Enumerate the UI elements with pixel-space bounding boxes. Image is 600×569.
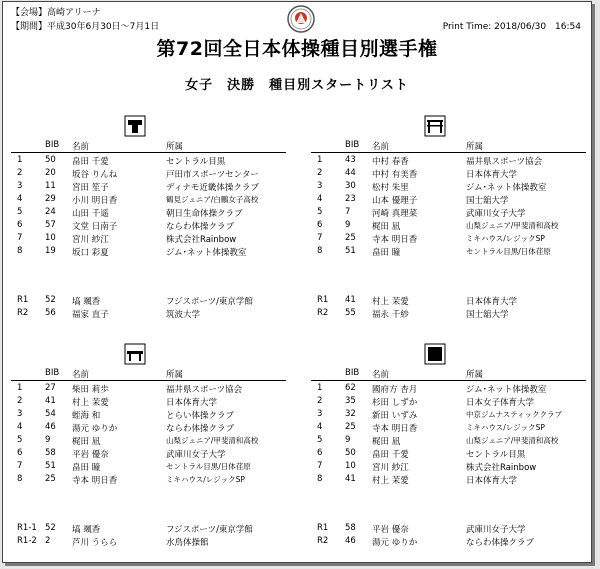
- club-name: フジスポーツ/東京学館: [166, 297, 253, 307]
- order-number: 6: [317, 448, 323, 458]
- print-time: Print Time: 2018/06/30 16:54: [442, 22, 581, 32]
- bib-number: 44: [345, 168, 356, 178]
- order-number: 7: [17, 461, 23, 471]
- club-name: ジム･ネット体操教室: [466, 183, 547, 193]
- start-order-row: [11, 181, 286, 194]
- club-name: ならわ体操クラブ: [166, 222, 235, 232]
- club-header: 所属: [166, 370, 184, 380]
- club-name: 朝日生命体操クラブ: [166, 209, 243, 219]
- name-header: 名前: [372, 142, 390, 152]
- order-number: 5: [317, 435, 323, 445]
- club-name: セントラル目黒/日体荏原: [166, 462, 251, 471]
- start-order-row: [11, 422, 286, 435]
- bib-number: 43: [345, 155, 356, 165]
- athlete-name: 畠田 瞳: [372, 248, 401, 258]
- column-header: [311, 368, 586, 381]
- club-header: 所属: [166, 142, 184, 152]
- club-name: 武庫川女子大学: [466, 525, 526, 535]
- athlete-name: 梶田 凪: [72, 437, 101, 447]
- club-name: セントラル目黒/日体荏原: [466, 247, 551, 256]
- bib-number: 51: [345, 246, 356, 256]
- athlete-name: 福永 千紗: [372, 310, 409, 320]
- bib-number: 56: [45, 308, 56, 318]
- club-name: フジスポーツ/東京学館: [166, 525, 253, 535]
- name-header: 名前: [72, 142, 90, 152]
- start-order-row: [11, 246, 286, 259]
- bib-number: 19: [45, 246, 56, 256]
- athlete-name: 文堂 日南子: [72, 222, 118, 232]
- order-number: 2: [317, 168, 323, 178]
- club-name: 武庫川女子大学: [466, 209, 526, 219]
- start-order-row: [311, 233, 586, 246]
- bib-header: BIB: [45, 140, 60, 150]
- athlete-name: 中村 春香: [372, 157, 409, 167]
- order-number: 2: [317, 396, 323, 406]
- start-order-row: [11, 461, 286, 474]
- club-header: 所属: [466, 370, 484, 380]
- order-number: 7: [17, 233, 23, 243]
- club-name: 中京ジムナスティッククラブ: [466, 410, 562, 419]
- athlete-name: 宮川 紗江: [72, 235, 109, 245]
- order-number: 5: [317, 207, 323, 217]
- bib-number: 32: [345, 409, 356, 419]
- order-number: 7: [317, 461, 323, 471]
- bib-number: 9: [345, 220, 351, 230]
- order-number: R2: [317, 308, 329, 318]
- bib-number: 54: [45, 409, 56, 419]
- order-number: 1: [17, 383, 23, 393]
- reserve-row: [311, 523, 586, 536]
- club-name: 福井県スポーツ協会: [166, 385, 243, 395]
- bib-number: 24: [45, 207, 56, 217]
- page-title: 第72回全日本体操種目別選手権: [156, 38, 438, 60]
- column-header: [311, 140, 586, 153]
- bib-header: BIB: [45, 368, 60, 378]
- athlete-name: 村上 茉愛: [372, 476, 409, 486]
- start-order-row: [11, 233, 286, 246]
- bib-number: 29: [45, 194, 56, 204]
- bib-number: 50: [345, 448, 356, 458]
- reserve-row: [11, 536, 286, 549]
- start-order-row: [311, 422, 586, 435]
- athlete-name: 湯元 ゆりか: [72, 424, 118, 434]
- order-number: 2: [17, 168, 23, 178]
- athlete-name: 村上 茉愛: [72, 398, 109, 408]
- reserve-row: [311, 536, 586, 549]
- order-number: 1: [317, 155, 323, 165]
- athlete-name: 梶田 凪: [372, 437, 401, 447]
- athlete-name: 塙 颯香: [72, 525, 101, 535]
- bib-number: 62: [345, 383, 356, 393]
- order-number: 6: [17, 448, 23, 458]
- bib-number: 51: [45, 461, 56, 471]
- club-name: ならわ体操クラブ: [166, 424, 235, 434]
- order-number: 8: [317, 474, 323, 484]
- start-order-row: [11, 168, 286, 181]
- bib-number: 41: [345, 474, 356, 484]
- club-name: 日本体育大学: [166, 398, 218, 408]
- athlete-name: 寺本 明日香: [372, 235, 418, 245]
- athlete-name: 宮田 笙子: [72, 183, 109, 193]
- athlete-name: 村上 茉愛: [372, 297, 409, 307]
- bib-number: 10: [345, 461, 356, 471]
- athlete-name: 畠田 千愛: [372, 450, 409, 460]
- start-order-row: [311, 155, 586, 168]
- bib-number: 9: [45, 435, 51, 445]
- start-order-row: [11, 396, 286, 409]
- club-name: 日本女子体育大学: [466, 398, 535, 408]
- athlete-name: 小川 明日香: [72, 196, 118, 206]
- athlete-name: 國府方 杏月: [372, 385, 418, 395]
- page-subtitle: 女子 決勝 種目別スタートリスト: [185, 78, 409, 93]
- athlete-name: 杉田 しずか: [372, 398, 418, 408]
- bib-number: 55: [345, 308, 356, 318]
- order-number: 4: [317, 194, 323, 204]
- bib-number: 50: [45, 155, 56, 165]
- club-name: 戸田市スポーツセンター: [166, 170, 259, 180]
- order-number: R1: [17, 295, 29, 305]
- athlete-name: 山本 優理子: [372, 196, 418, 206]
- start-order-row: [11, 220, 286, 233]
- venue-label: 【会場】: [11, 8, 48, 18]
- order-number: 8: [17, 246, 23, 256]
- club-name: 日本体育大学: [466, 297, 518, 307]
- athlete-name: 畠田 千愛: [72, 157, 109, 167]
- club-name: ミキハウス/レジックSP: [466, 234, 545, 243]
- start-order-row: [311, 435, 586, 448]
- athlete-name: 宮川 紗江: [372, 463, 409, 473]
- start-list-sheet: [2, 1, 592, 563]
- athlete-name: 蛭海 和: [72, 411, 101, 421]
- order-number: 3: [17, 409, 23, 419]
- order-number: 3: [17, 181, 23, 191]
- column-header: [11, 368, 286, 381]
- athlete-name: 寺本 明日香: [72, 476, 118, 486]
- start-order-row: [311, 461, 586, 474]
- start-order-row: [311, 181, 586, 194]
- athlete-name: 松村 朱里: [372, 183, 409, 193]
- vault-icon: [124, 115, 146, 137]
- bib-header: BIB: [345, 140, 360, 150]
- order-number: R2: [317, 536, 329, 546]
- bib-number: 23: [345, 194, 356, 204]
- club-header: 所属: [466, 142, 484, 152]
- floor-exercise-icon: [424, 343, 446, 365]
- start-order-row: [11, 409, 286, 422]
- start-order-row: [11, 194, 286, 207]
- start-order-row: [311, 409, 586, 422]
- club-name: ならわ体操クラブ: [466, 538, 535, 548]
- order-number: 3: [317, 181, 323, 191]
- order-number: 4: [17, 194, 23, 204]
- period-value: 平成30年6月30日～7月1日: [47, 22, 160, 32]
- period-label: 【期間】: [11, 22, 48, 32]
- start-order-row: [11, 448, 286, 461]
- start-order-row: [311, 474, 586, 487]
- order-number: 5: [17, 435, 23, 445]
- bib-number: 46: [45, 422, 56, 432]
- start-order-row: [11, 155, 286, 168]
- order-number: 6: [17, 220, 23, 230]
- club-name: 株式会社Rainbow: [466, 463, 537, 473]
- bib-number: 10: [45, 233, 56, 243]
- order-number: R1-1: [17, 523, 37, 533]
- start-order-row: [311, 448, 586, 461]
- athlete-name: 坂谷 りんね: [72, 170, 118, 180]
- club-name: 山梨ジュニア/甲斐清和高校: [466, 221, 559, 230]
- athlete-name: 塙 颯香: [72, 297, 101, 307]
- bib-number: 52: [45, 295, 56, 305]
- start-order-row: [311, 207, 586, 220]
- club-name: 日本体育大学: [466, 476, 518, 486]
- order-number: R1-2: [17, 536, 37, 546]
- club-name: 国士舘大学: [466, 310, 509, 320]
- club-name: ミキハウス/レジックSP: [166, 475, 245, 484]
- period-line: [11, 19, 159, 32]
- bib-number: 57: [45, 220, 56, 230]
- club-name: 株式会社Rainbow: [166, 235, 237, 245]
- bib-number: 27: [45, 383, 56, 393]
- club-name: とらい体操クラブ: [166, 411, 235, 421]
- balance-beam-icon: [124, 343, 146, 365]
- order-number: 4: [17, 422, 23, 432]
- bib-header: BIB: [345, 368, 360, 378]
- reserve-row: [311, 295, 586, 308]
- federation-logo: [287, 5, 315, 37]
- bib-number: 25: [345, 233, 356, 243]
- order-number: 4: [317, 422, 323, 432]
- order-number: 6: [317, 220, 323, 230]
- club-name: セントラル目黒: [166, 157, 226, 167]
- bib-number: 2: [45, 536, 51, 546]
- name-header: 名前: [372, 370, 390, 380]
- bib-number: 7: [345, 207, 351, 217]
- club-name: 山梨ジュニア/甲斐清和高校: [166, 436, 259, 445]
- order-number: 2: [17, 396, 23, 406]
- club-name: ミキハウス/レジックSP: [466, 423, 545, 432]
- club-name: 福井県スポーツ協会: [466, 157, 543, 167]
- bib-number: 11: [45, 181, 56, 191]
- bib-number: 58: [345, 523, 356, 533]
- reserve-row: [11, 523, 286, 536]
- name-header: 名前: [72, 370, 90, 380]
- order-number: 7: [317, 233, 323, 243]
- club-name: 鶴見ジュニア/白鵬女子高校: [166, 195, 259, 204]
- athlete-name: 新田 いずみ: [372, 411, 418, 421]
- bib-number: 20: [45, 168, 56, 178]
- athlete-name: 山田 千遥: [72, 209, 109, 219]
- start-order-row: [311, 220, 586, 233]
- athlete-name: 梶田 凪: [372, 222, 401, 232]
- athlete-name: 福家 直子: [72, 310, 109, 320]
- athlete-name: 河崎 真理菜: [372, 209, 418, 219]
- club-name: セントラル目黒: [466, 450, 526, 460]
- bib-number: 58: [45, 448, 56, 458]
- bib-number: 41: [345, 295, 356, 305]
- reserve-row: [311, 308, 586, 321]
- venue-line: [11, 5, 101, 18]
- order-number: 1: [317, 383, 323, 393]
- club-name: 国士舘大学: [466, 196, 509, 206]
- start-order-row: [11, 474, 286, 487]
- athlete-name: 坂口 彩夏: [72, 248, 109, 258]
- club-name: ジム･ネット体操教室: [166, 248, 247, 258]
- club-name: 筑波大学: [166, 310, 201, 320]
- start-order-row: [311, 194, 586, 207]
- column-header: [11, 140, 286, 153]
- athlete-name: 芦川 うらら: [72, 538, 118, 548]
- order-number: 1: [17, 155, 23, 165]
- bib-number: 41: [45, 396, 56, 406]
- order-number: R1: [317, 523, 329, 533]
- start-order-row: [311, 246, 586, 259]
- start-order-row: [11, 435, 286, 448]
- athlete-name: 寺本 明日香: [372, 424, 418, 434]
- reserve-row: [11, 308, 286, 321]
- start-order-row: [311, 396, 586, 409]
- reserve-row: [11, 295, 286, 308]
- club-name: ジム･ネット体操教室: [466, 385, 547, 395]
- start-order-row: [311, 383, 586, 396]
- bib-number: 25: [45, 474, 56, 484]
- bib-number: 25: [345, 422, 356, 432]
- bib-number: 52: [45, 523, 56, 533]
- order-number: R1: [317, 295, 329, 305]
- athlete-name: 平岩 優奈: [372, 525, 409, 535]
- club-name: 水鳥体操館: [166, 538, 209, 548]
- start-order-row: [11, 207, 286, 220]
- start-order-row: [311, 168, 586, 181]
- uneven-bars-icon: [424, 115, 446, 137]
- bib-number: 9: [345, 435, 351, 445]
- club-name: 日本体育大学: [466, 170, 518, 180]
- order-number: R2: [17, 308, 29, 318]
- athlete-name: 畠田 瞳: [72, 463, 101, 473]
- order-number: 8: [317, 246, 323, 256]
- bib-number: 30: [345, 181, 356, 191]
- bib-number: 46: [345, 536, 356, 546]
- athlete-name: 中村 有美香: [372, 170, 418, 180]
- bib-number: 35: [345, 396, 356, 406]
- athlete-name: 平岩 優奈: [72, 450, 109, 460]
- order-number: 5: [17, 207, 23, 217]
- club-name: 武庫川女子大学: [166, 450, 226, 460]
- athlete-name: 湯元 ゆりか: [372, 538, 418, 548]
- club-name: ディナモ近畿体操クラブ: [166, 183, 259, 193]
- start-order-row: [11, 383, 286, 396]
- club-name: 山梨ジュニア/甲斐清和高校: [466, 436, 559, 445]
- order-number: 8: [17, 474, 23, 484]
- venue-value: 高崎アリーナ: [47, 8, 101, 18]
- athlete-name: 柴田 莉歩: [72, 385, 109, 395]
- order-number: 3: [317, 409, 323, 419]
